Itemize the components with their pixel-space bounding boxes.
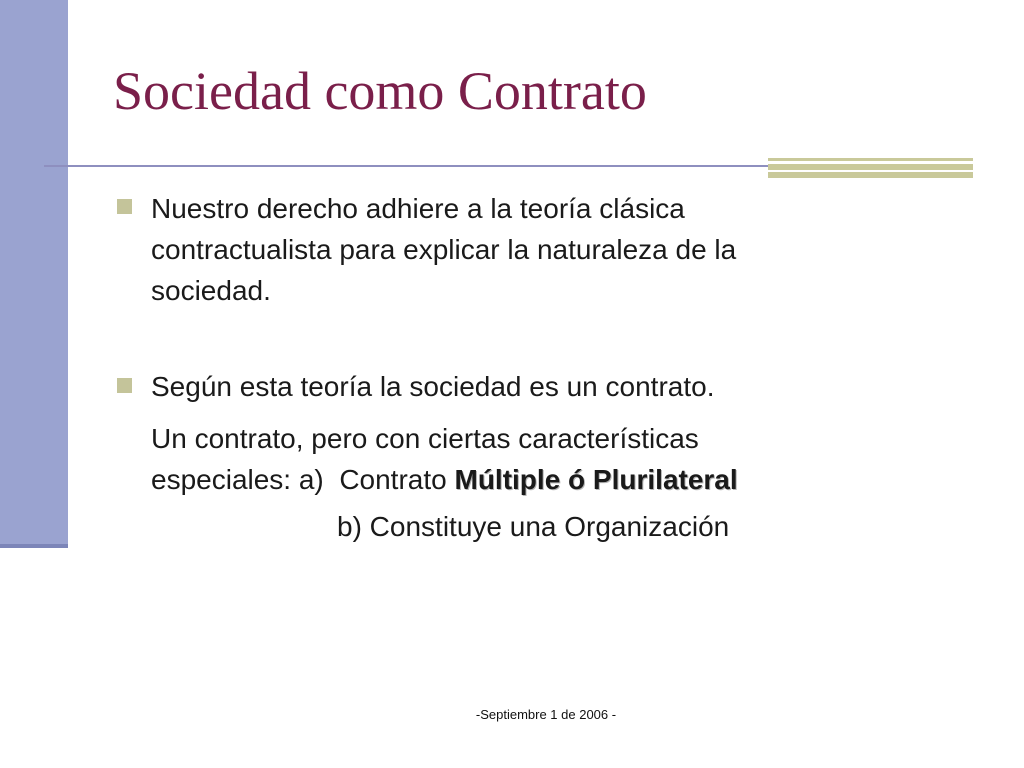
bullet-1-text [151, 188, 736, 311]
bullet-marker [117, 199, 132, 214]
continuation-text [151, 418, 738, 500]
side-decoration-bar [0, 0, 68, 548]
bullet-2-text [151, 366, 715, 407]
bullet-1-line-2: contractualista para explicar la naturaleza de la [151, 234, 737, 265]
emphasis-multiple-plurilateral: Múltiple ó Plurilateral [454, 464, 738, 495]
side-bar-shadow [0, 544, 68, 548]
continuation-line-2 [151, 459, 738, 500]
continuation-line-1: Un contrato, pero con ciertas características [151, 423, 699, 454]
bullet-1-line-1: Nuestro derecho adhiere a la teoría clásica [151, 193, 685, 224]
bullet-1-line-3: sociedad. [151, 275, 271, 306]
continuation-line-2-prefix: especiales: a) Contrato [151, 464, 455, 495]
slide-title: Sociedad como Contrato [113, 61, 647, 121]
slide-footer-date: -Septiembre 1 de 2006 - [475, 707, 617, 722]
bullet-marker [117, 378, 132, 393]
divider-accent-stripes [768, 158, 973, 180]
continuation-line-3: b) Constituye una Organización [337, 511, 730, 542]
bullet-2-line-1: Según esta teoría la sociedad es un contrato. [151, 371, 715, 402]
